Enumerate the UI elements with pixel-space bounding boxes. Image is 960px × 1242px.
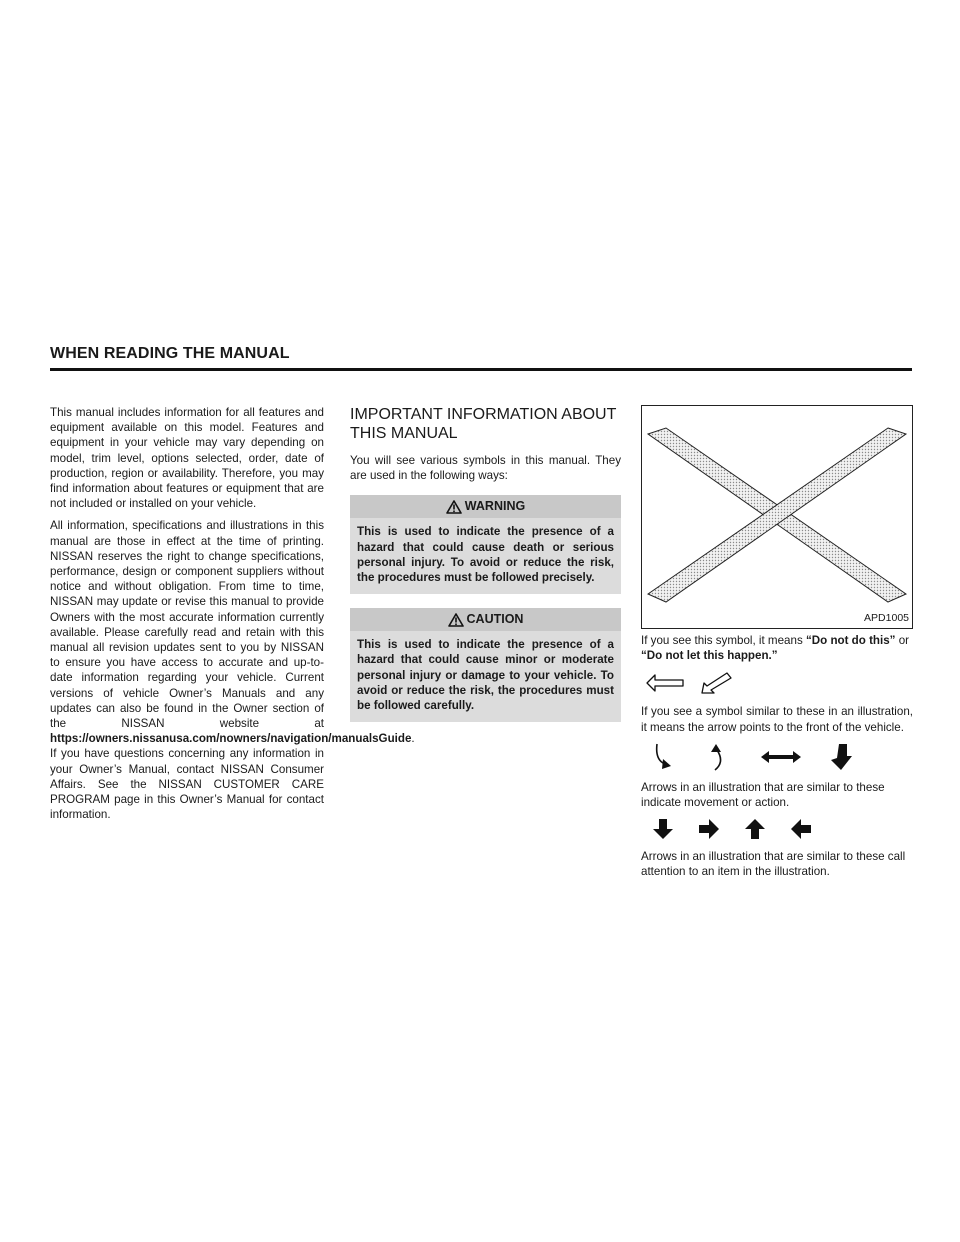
warning-label: WARNING (464, 499, 526, 514)
arrow-down-icon (651, 817, 675, 841)
owners-website-link[interactable]: https://owners.nissanusa.com/nowners/navigation/manualsGuide (50, 732, 412, 746)
info-paragraph-end: . If you have questions concerning any information in your Owner’s Manual, contact NISSAN Consumer Affairs. See the NISSAN CUSTOMER CARE PROGRAM page in this Owner’s Manual for contact information. (50, 732, 415, 822)
arrow-right-icon (697, 817, 721, 841)
caution-label: CAUTION (466, 612, 524, 627)
attention-text: Arrows in an illustration that are similar to these call attention to an item in the illustration. (641, 850, 906, 879)
section-title: WHEN READING THE MANUAL (50, 345, 290, 362)
column-left (50, 405, 415, 829)
info-paragraph-start: All information, specifications and illustrations in this manual are those in effect at the time of printing. NISSAN reserves the right to change specifications, performance, design or component suppliers without notice and without obligation. From time to time, NISSAN may update or revise this manual to provide Owners with the most accurate information currently available. Please carefully read and retain with this manual all revision updates sent to you by NISSAN to ensure you have access to accurate and up-to-date information regarding your vehicle. Current versions of vehicle Owner’s Manuals and any updates can also be found in the Owner section of the NISSAN website at (50, 519, 324, 731)
do-not-figure (641, 405, 913, 629)
bent-arrow-icon (825, 742, 853, 772)
symbol-meaning-text (641, 633, 913, 663)
symbol-bold-1: “Do not do this” (805, 634, 896, 647)
symbols-intro: You will see various symbols in this manual. They are used in the following ways: (350, 454, 621, 483)
info-paragraph (50, 518, 415, 822)
front-arrow-row (641, 670, 913, 696)
prohibition-x-icon (642, 406, 912, 628)
column-middle (350, 405, 621, 732)
symbol-text-start: If you see this symbol, it means (641, 634, 806, 647)
arrow-up-icon (743, 817, 767, 841)
movement-text: Arrows in an illustration that are similar to these indicate movement or action. (641, 780, 885, 810)
curved-arrow-left-icon (651, 742, 677, 772)
warning-triangle-icon (448, 613, 464, 627)
double-arrow-icon (759, 746, 803, 768)
warning-text: This is used to indicate the presence of a hazard that could cause death or serious personal injury. To avoid or reduce the risk, the procedures must be followed precisely. (357, 525, 614, 585)
column-right (641, 405, 913, 887)
section-rule (50, 368, 912, 371)
warning-triangle-icon (446, 500, 462, 514)
warning-box (350, 495, 621, 594)
important-info-heading: IMPORTANT INFORMATION ABOUT THIS MANUAL (350, 406, 617, 442)
figure-label: APD1005 (864, 611, 909, 624)
arrow-left-icon (789, 817, 813, 841)
intro-paragraph: This manual includes information for all features and equipment available on this model. Features and equipment in your vehicle may vary depending on model, trim level, options selected, order, date of production, region or availability. Therefore, you may find information about features or equipment that are not included or installed on your vehicle. (50, 406, 324, 511)
symbol-or: or (895, 634, 910, 647)
front-arrow-text: If you see a symbol similar to these in an illustration, it means the arrow points to the front of the vehicle. (641, 705, 913, 734)
front-arrow-outline-icon (645, 672, 685, 694)
attention-arrow-row (641, 817, 913, 841)
caution-text: This is used to indicate the presence of a hazard that could cause minor or moderate personal injury or damage to your vehicle. To avoid or reduce the risk, the procedures must be followed carefully. (357, 638, 614, 713)
symbol-bold-2: “Do not let this happen.” (641, 649, 778, 663)
curved-arrow-right-icon (705, 742, 731, 772)
caution-header (350, 608, 621, 631)
front-arrow-diagonal-icon (699, 670, 735, 696)
warning-header (350, 495, 621, 518)
caution-box (350, 608, 621, 722)
movement-arrow-row (641, 742, 913, 772)
